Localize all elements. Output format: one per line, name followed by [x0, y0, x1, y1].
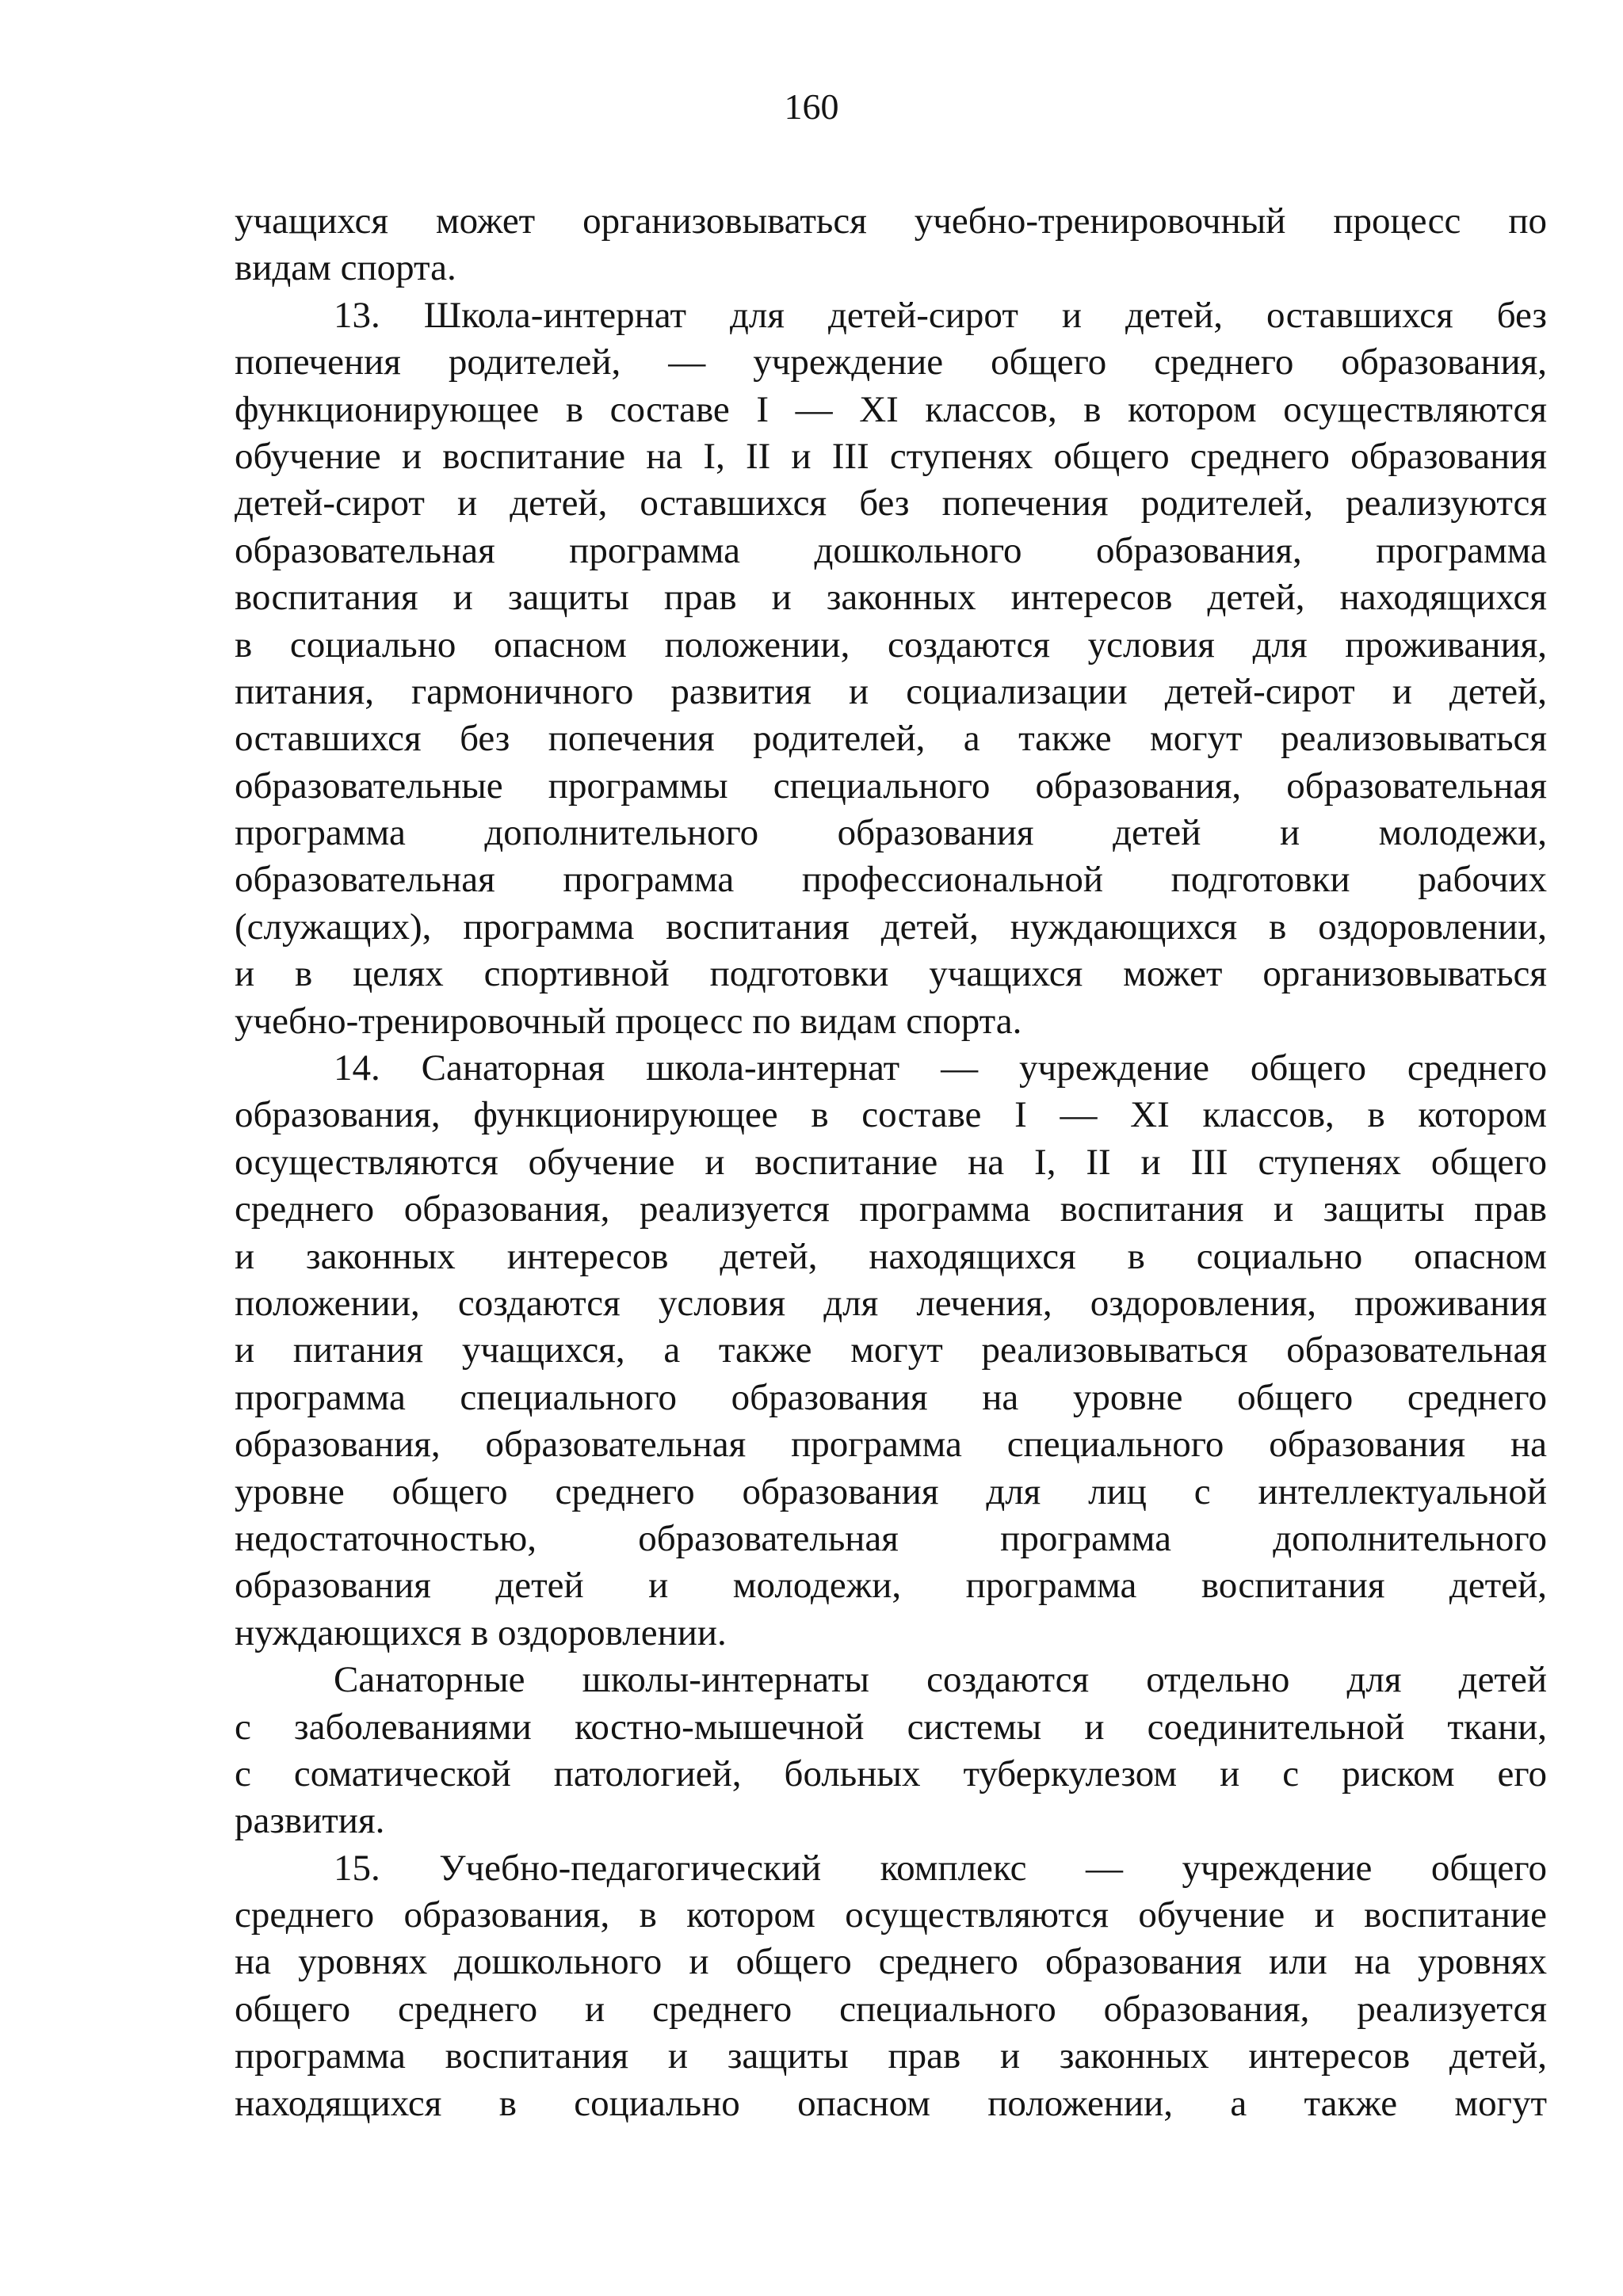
text-line: недостаточностью, образовательная программа дополнительного [235, 1517, 1547, 1559]
text-line: образования, функционирующее в составе I — XI классов, в котором [235, 1094, 1547, 1136]
text-line: общего среднего и среднего специального образования, реализуется [235, 1988, 1547, 2030]
text-line: с соматической патологией, больных туберкулезом и с риском его [235, 1753, 1547, 1794]
text-line: в социально опасном положении, создаются условия для проживания, [235, 624, 1547, 666]
text-line: программа дополнительного образования детей и молодежи, [235, 812, 1547, 854]
text-line: 13. Школа-интернат для детей-сирот и детей, оставшихся без [334, 294, 1547, 336]
text-line: среднего образования, в котором осуществляются обучение и воспитание [235, 1894, 1547, 1936]
text-line: программа воспитания и защиты прав и законных интересов детей, [235, 2035, 1547, 2077]
text-line: 15. Учебно-педагогический комплекс — учреждение общего [334, 1847, 1547, 1889]
text-line: (служащих), программа воспитания детей, нуждающихся в оздоровлении, [235, 906, 1547, 948]
text-line: нуждающихся в оздоровлении. [235, 1611, 727, 1653]
text-line: находящихся в социально опасном положении, а также могут [235, 2082, 1547, 2124]
text-line: образования, образовательная программа специального образования на [235, 1424, 1547, 1466]
text-line: попечения родителей, — учреждение общего среднего образования, [235, 341, 1547, 383]
text-line: на уровнях дошкольного и общего среднего образования или на уровнях [235, 1941, 1547, 1983]
text-line: оставшихся без попечения родителей, а также могут реализовываться [235, 718, 1547, 760]
text-line: уровне общего среднего образования для лиц с интеллектуальной [235, 1470, 1547, 1512]
text-line: воспитания и защиты прав и законных интересов детей, находящихся [235, 577, 1547, 619]
text-line: образования детей и молодежи, программа воспитания детей, [235, 1565, 1547, 1607]
text-line: развития. [235, 1800, 385, 1842]
text-line: с заболеваниями костно-мышечной системы и соединительной ткани, [235, 1706, 1547, 1748]
text-line: обучение и воспитание на I, II и III ступенях общего среднего образования [235, 435, 1547, 477]
text-line: питания, гармоничного развития и социализации детей-сирот и детей, [235, 670, 1547, 712]
text-line: учебно-тренировочный процесс по видам спорта. [235, 1000, 1022, 1042]
text-line: видам спорта. [235, 247, 456, 289]
text-line: среднего образования, реализуется программа воспитания и защиты прав [235, 1188, 1547, 1230]
text-line: и законных интересов детей, находящихся в социально опасном [235, 1235, 1547, 1277]
text-line: положении, создаются условия для лечения, оздоровления, проживания [235, 1282, 1547, 1324]
text-line: учащихся может организовываться учебно-тренировочный процесс по [235, 200, 1547, 242]
page-number: 160 [784, 86, 839, 127]
text-line: 14. Санаторная школа-интернат — учреждение общего среднего [334, 1047, 1547, 1089]
text-line: образовательные программы специального образования, образовательная [235, 765, 1547, 807]
text-line: функционирующее в составе I — XI классов, в котором осуществляются [235, 388, 1547, 430]
text-line: и питания учащихся, а также могут реализовываться образовательная [235, 1329, 1547, 1371]
text-line: образовательная программа профессиональной подготовки рабочих [235, 859, 1547, 901]
text-line: и в целях спортивной подготовки учащихся может организовываться [235, 953, 1547, 995]
text-line: Санаторные школы-интернаты создаются отдельно для детей [334, 1659, 1547, 1701]
text-line: детей-сирот и детей, оставшихся без попечения родителей, реализуются [235, 482, 1547, 524]
document-body [235, 198, 1547, 2127]
text-line: осуществляются обучение и воспитание на I, II и III ступенях общего [235, 1141, 1547, 1183]
text-line: образовательная программа дошкольного образования, программа [235, 529, 1547, 571]
text-line: программа специального образования на уровне общего среднего [235, 1376, 1547, 1418]
